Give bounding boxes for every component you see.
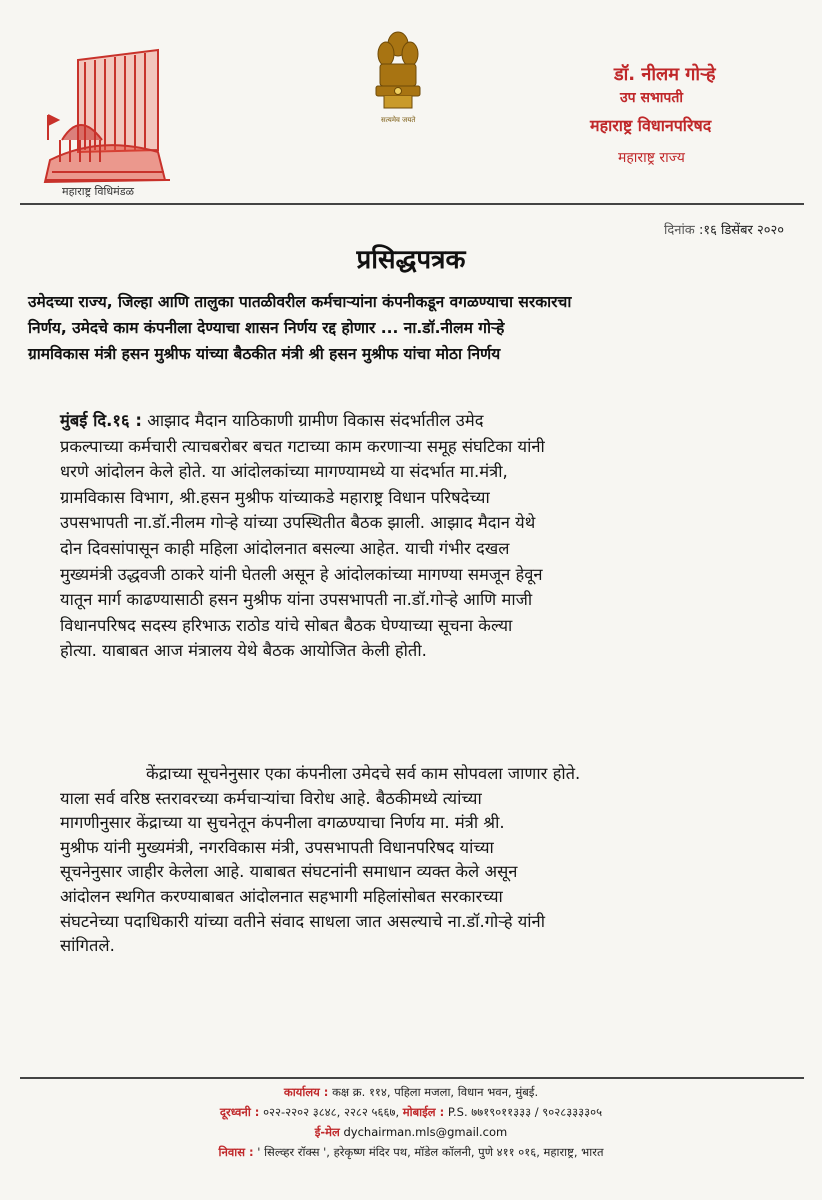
email-label: ई-मेल: [314, 1125, 340, 1139]
emblem-caption: सत्यमेव जयते: [381, 116, 416, 124]
body-line: संघटनेच्या पदाधिकारी यांच्या वतीने संवाद साधला जात असल्याचे ना.डॉ.गोऱ्हे यांनी: [60, 911, 545, 931]
officer-post: उप सभापती: [620, 90, 683, 106]
body-line: केंद्राच्या सूचनेनुसार एका कंपनीला उमेदचे सर्व काम सोपवला जाणार होते.: [146, 764, 581, 783]
footer-divider: [20, 1077, 804, 1079]
body-line: सांगितले.: [60, 936, 115, 956]
dateline: मुंबई दि.१६ :: [60, 411, 142, 430]
body-line: मुख्यमंत्री उद्धवजी ठाकरे यांनी घेतली असून हे आंदोलकांच्या मागण्या समजून हेवून: [60, 564, 543, 584]
body-line: उपसभापती ना.डॉ.नीलम गोऱ्हे यांच्या उपस्थितीत बैठक झाली. आझाद मैदान येथे: [60, 513, 536, 533]
subject-line: उमेदच्या राज्य, जिल्हा आणि तालुका पातळीवरील कर्मचाऱ्यांना कंपनीकडून वगळण्याचा सरकारचा: [28, 293, 572, 311]
body-line: दोन दिवसांपासून काही महिला आंदोलनात बसल्या आहेत. याची गंभीर दखल: [60, 538, 510, 558]
mobile-label: मोबाईल :: [402, 1105, 445, 1119]
office-address: कक्ष क्र. ११४, पहिला मजला, विधान भवन, मुंबई.: [332, 1085, 539, 1099]
body-text: आझाद मैदान याठिकाणी ग्रामीण विकास संदर्भातील उमेद: [141, 411, 484, 430]
phone-numbers: ०२२-२२०२ ३८४८, २२८२ ५६६७,: [263, 1105, 400, 1119]
officer-name: डॉ. नीलम गोऱ्हे: [614, 64, 716, 85]
body-line: ग्रामविकास विभाग, श्री.हसन मुश्रीफ यांच्याकडे महाराष्ट्र विधान परिषदेच्या: [60, 487, 490, 507]
phone-label: दूरध्वनी :: [219, 1105, 260, 1119]
body-line: [60, 408, 800, 434]
document-title: प्रसिद्धपत्रक: [356, 245, 466, 275]
vidhan-bhavan-building-icon: [40, 40, 180, 190]
footer-phone: [0, 1102, 822, 1122]
body-line: याला सर्व वरिष्ठ स्तरावरच्या कर्मचाऱ्यांचा विरोध आहे. बैठकीमध्ये त्यांच्या: [60, 788, 482, 808]
date-line: [664, 220, 784, 238]
paragraph-1: [60, 408, 800, 664]
footer-residence: [0, 1142, 822, 1162]
office-label: कार्यालय :: [283, 1085, 329, 1099]
body-line: प्रकल्पाच्या कर्मचारी त्याचबरोबर बचत गटाच्या काम करणाऱ्या समूह संघटिका यांनी: [60, 436, 545, 456]
national-emblem-icon: [370, 28, 426, 128]
header-divider: [20, 203, 804, 205]
officer-state: महाराष्ट्र राज्य: [618, 150, 685, 166]
date-label: दिनांक: [663, 223, 695, 238]
subject-heading: [28, 289, 798, 367]
email-address[interactable]: dychairman.mls@gmail.com: [343, 1125, 508, 1139]
date-value: :१६ डिसेंबर २०२०: [698, 223, 784, 238]
officer-council: महाराष्ट्र विधानपरिषद: [590, 116, 712, 135]
body-line: आंदोलन स्थगित करण्याबाबत आंदोलनात सहभागी महिलांसोबत सरकारच्या: [60, 886, 503, 906]
left-logo-caption: महाराष्ट्र विधिमंडळ: [62, 185, 134, 198]
body-line: मुश्रीफ यांनी मुख्यमंत्री, नगरविकास मंत्री, उपसभापती विधानपरिषद यांच्या: [60, 837, 494, 857]
mobile-numbers: P.S. ७७१९०११३३३ / ९०२८३३३३०५: [447, 1105, 603, 1119]
residence-address: ' सिल्व्हर रॉक्स ', हरेकृष्ण मंदिर पथ, मॉडेल कॉलनी, पुणे ४११ ०१६, महाराष्ट्र, भारत: [257, 1145, 604, 1159]
footer-office: [0, 1082, 822, 1102]
subject-line: ग्रामविकास मंत्री हसन मुश्रीफ यांच्या बैठकीत मंत्री श्री हसन मुश्रीफ यांचा मोठा निर्णय: [28, 345, 501, 363]
body-line: मागणीनुसार केंद्राच्या या सुचनेतून कंपनीला वगळण्याचा निर्णय मा. मंत्री श्री.: [60, 813, 505, 833]
body-line: सूचनेनुसार जाहीर केलेला आहे. याबाबत संघटनांनी समाधान व्यक्त केले असून: [60, 862, 518, 882]
footer-email: [0, 1122, 822, 1142]
residence-label: निवास :: [218, 1145, 254, 1159]
body-line: होत्या. याबाबत आज मंत्रालय येथे बैठक आयोजित केली होती.: [60, 641, 427, 661]
subject-line: निर्णय, उमेदचे काम कंपनीला देण्याचा शासन निर्णय रद्द होणार ... ना.डॉ.नीलम गोऱ्हे: [28, 319, 505, 337]
body-line: विधानपरिषद सदस्य हरिभाऊ राठोड यांचे सोबत बैठक घेण्याच्या सूचना केल्या: [60, 615, 513, 635]
body-line: यातून मार्ग काढण्यासाठी हसन मुश्रीफ यांना उपसभापती ना.डॉ.गोऱ्हे आणि माजी: [60, 590, 533, 610]
body-line: धरणे आंदोलन केले होते. या आंदोलकांच्या मागण्यामध्ये या संदर्भात मा.मंत्री,: [60, 462, 508, 482]
paragraph-2: [60, 762, 800, 959]
footer: [0, 1082, 822, 1162]
vidhan-bhavan-logo: [40, 40, 180, 205]
